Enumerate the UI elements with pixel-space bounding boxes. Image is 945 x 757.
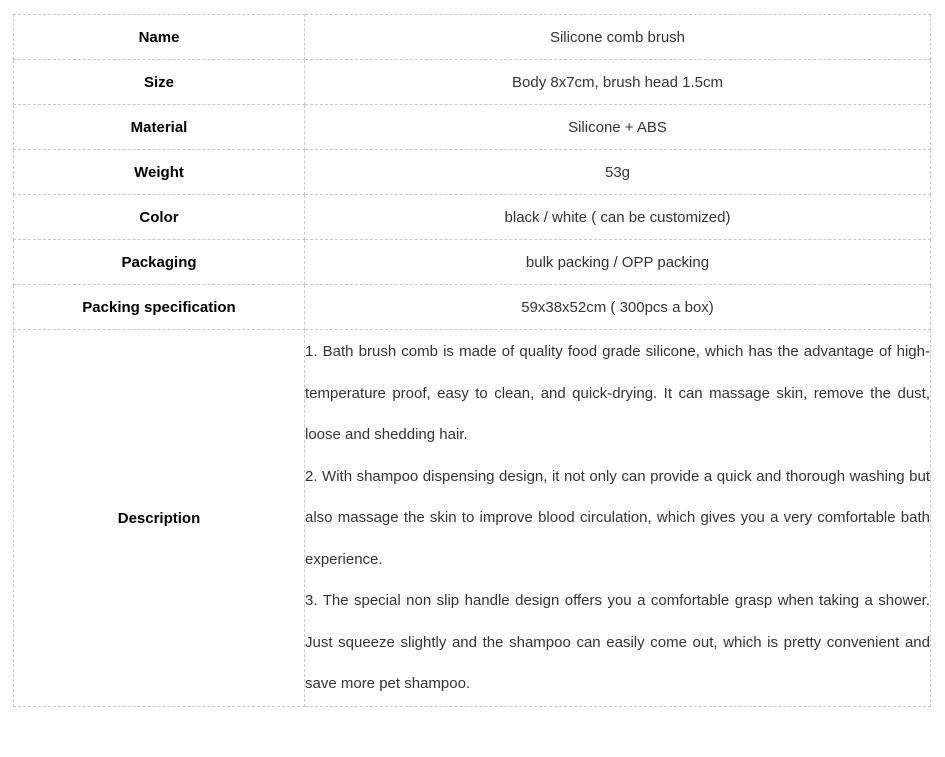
spec-label: Packing specification (14, 285, 305, 330)
spec-label: Name (14, 15, 305, 60)
spec-value: Silicone comb brush (305, 15, 931, 60)
spec-label: Packaging (14, 240, 305, 285)
spec-value: Silicone + ABS (305, 105, 931, 150)
spec-label: Material (14, 105, 305, 150)
description-paragraph: 2. With shampoo dispensing design, it not only can provide a quick and thorough washing but also massage the skin to improve blood circulation, which gives you a very comfortable bath experience. (305, 467, 930, 568)
table-row (14, 105, 931, 150)
table-row (14, 240, 931, 285)
spec-value: Body 8x7cm, brush head 1.5cm (305, 60, 931, 105)
spec-label: Color (14, 195, 305, 240)
description-paragraph: 1. Bath brush comb is made of quality food grade silicone, which has the advantage of high-temperature proof, easy to clean, and quick-drying. It can massage skin, remove the dust, loose and shedding hair. (305, 343, 930, 444)
table-row (14, 15, 931, 60)
spec-label: Size (14, 60, 305, 105)
table-row (14, 195, 931, 240)
spec-value: 53g (305, 150, 931, 195)
spec-label: Weight (14, 150, 305, 195)
spec-value: bulk packing / OPP packing (305, 240, 931, 285)
description-text (305, 330, 931, 707)
table-row (14, 150, 931, 195)
product-spec-page (0, 14, 945, 757)
description-row (14, 330, 931, 707)
description-paragraph: 3. The special non slip handle design offers you a comfortable grasp when taking a shower. Just squeeze slightly and the shampoo can easily come out, which is pretty convenient and save more pet shampoo. (305, 592, 930, 693)
table-row (14, 285, 931, 330)
spec-value: black / white ( can be customized) (305, 195, 931, 240)
product-spec-table (13, 14, 931, 707)
spec-table-body (14, 15, 931, 707)
spec-value: 59x38x52cm ( 300pcs a box) (305, 285, 931, 330)
table-row (14, 60, 931, 105)
description-label: Description (14, 330, 305, 707)
